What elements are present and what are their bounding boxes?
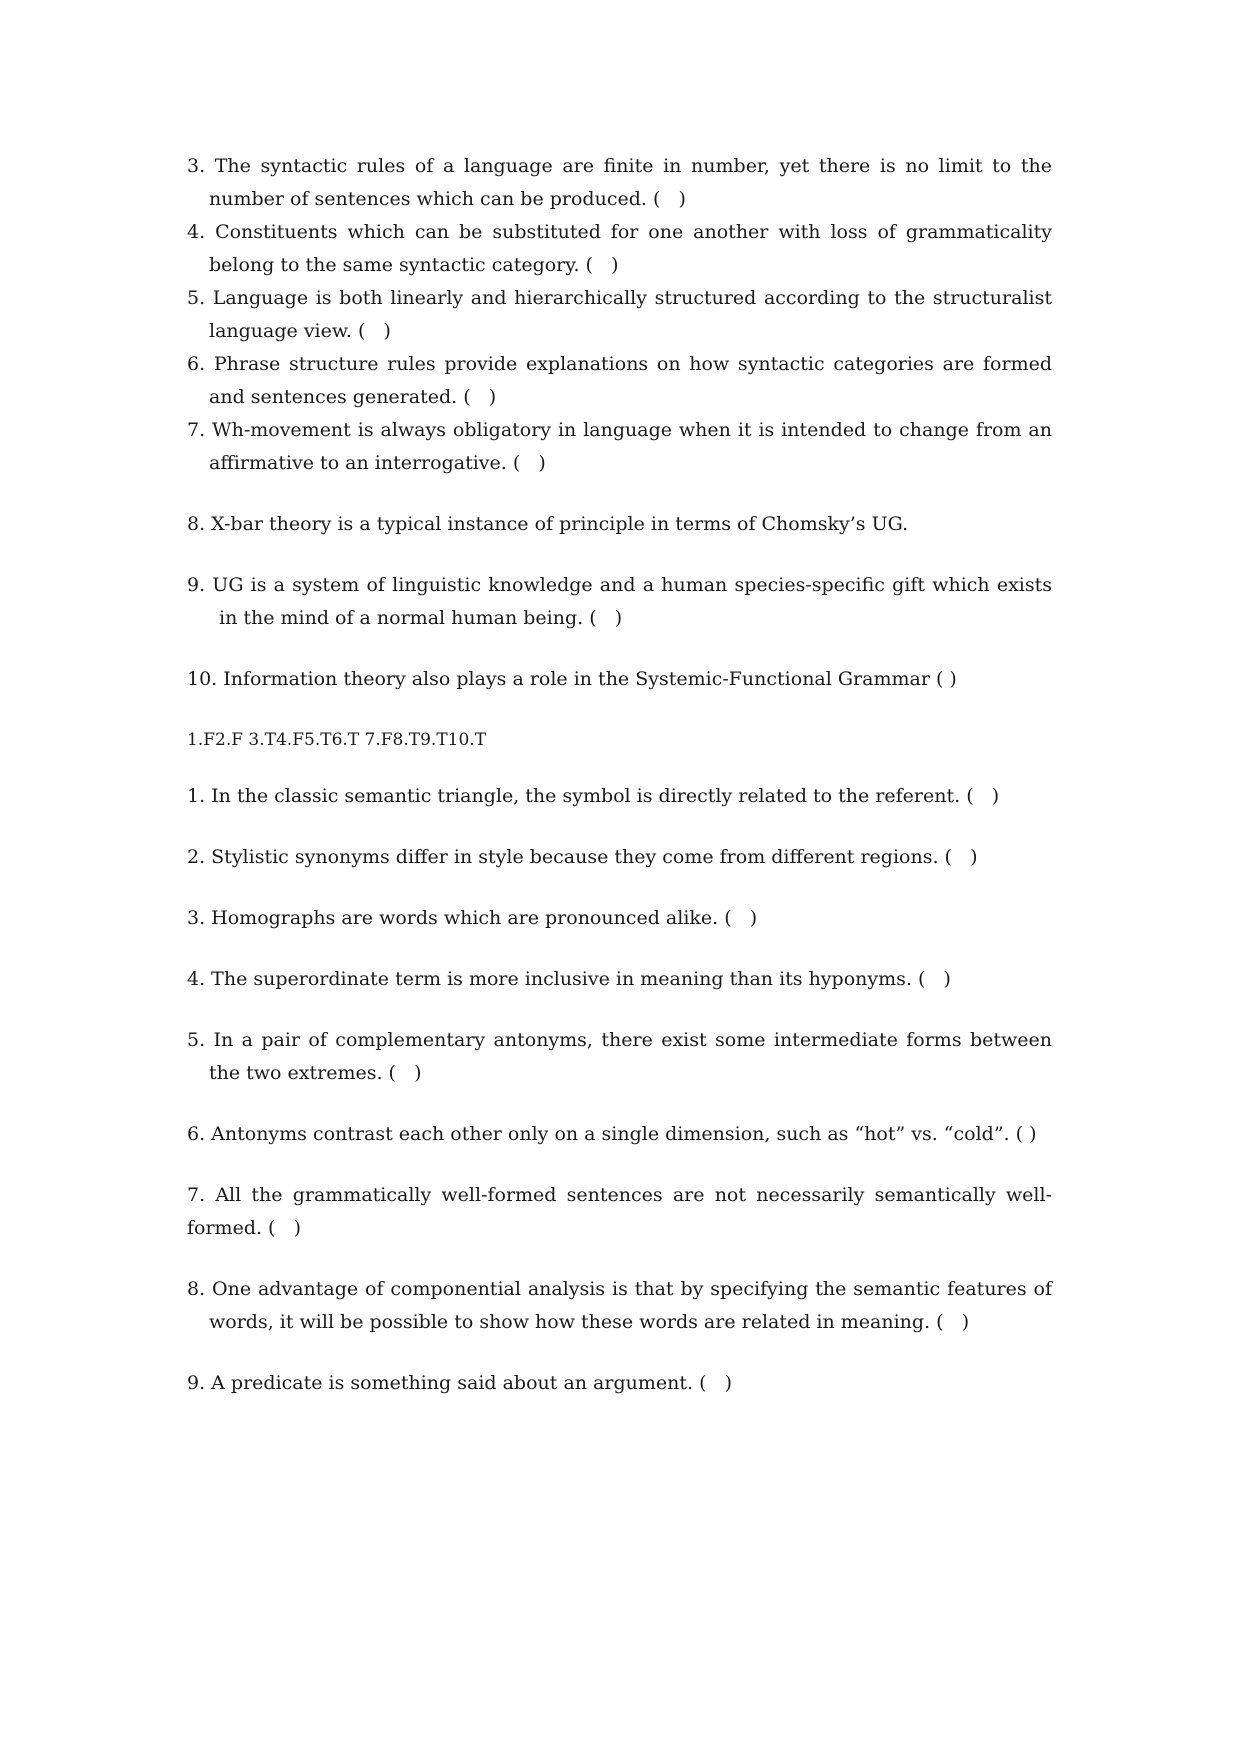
question-a-6: 6. Phrase structure rules provide explanations on how syntactic categories are formed and sentences generated. ( ) — [187, 353, 1052, 408]
question-a-5: 5. Language is both linearly and hierarchically structured according to the structuralist language view. ( ) — [187, 287, 1052, 342]
question-a-9: 9. UG is a system of linguistic knowledge and a human species-specific gift which exists in the mind of a normal human being. ( ) — [187, 574, 1052, 629]
question-b-1: 1. In the classic semantic triangle, the symbol is directly related to the referent. ( ) — [187, 785, 1000, 807]
question-b-5: 5. In a pair of complementary antonyms, there exist some intermediate forms between the two extremes. ( ) — [187, 1029, 1052, 1084]
question-a-4: 4. Constituents which can be substituted for one another with loss of grammaticality belong to the same syntactic category. ( ) — [187, 221, 1052, 276]
question-b-7: 7. All the grammatically well-formed sentences are not necessarily semantically well-formed. ( ) — [187, 1184, 1052, 1239]
question-a-7: 7. Wh-movement is always obligatory in language when it is intended to change from an affirmative to an interrogative. ( ) — [187, 419, 1052, 474]
question-a-8: 8. X-bar theory is a typical instance of principle in terms of Chomsky’s UG. — [187, 513, 909, 535]
question-b-6: 6. Antonyms contrast each other only on a single dimension, such as “hot” vs. “cold”. ( ) — [187, 1123, 1037, 1145]
answer-key: 1.F2.F 3.T4.F5.T6.T 7.F8.T9.T10.T — [187, 730, 487, 750]
question-b-3: 3. Homographs are words which are pronounced alike. ( ) — [187, 907, 758, 929]
question-b-9: 9. A predicate is something said about an argument. ( ) — [187, 1372, 733, 1394]
question-a-10: 10. Information theory also plays a role in the Systemic-Functional Grammar ( ) — [187, 668, 957, 690]
question-b-4: 4. The superordinate term is more inclusive in meaning than its hyponyms. ( ) — [187, 968, 951, 990]
document-page — [187, 150, 1052, 1400]
question-a-3: 3. The syntactic rules of a language are finite in number, yet there is no limit to the number of sentences which can be produced. ( ) — [187, 155, 1052, 210]
question-b-8: 8. One advantage of componential analysis is that by specifying the semantic features of words, it will be possible to show how these words are related in meaning. ( ) — [187, 1278, 1052, 1333]
question-b-2: 2. Stylistic synonyms differ in style because they come from different regions. ( ) — [187, 846, 978, 868]
